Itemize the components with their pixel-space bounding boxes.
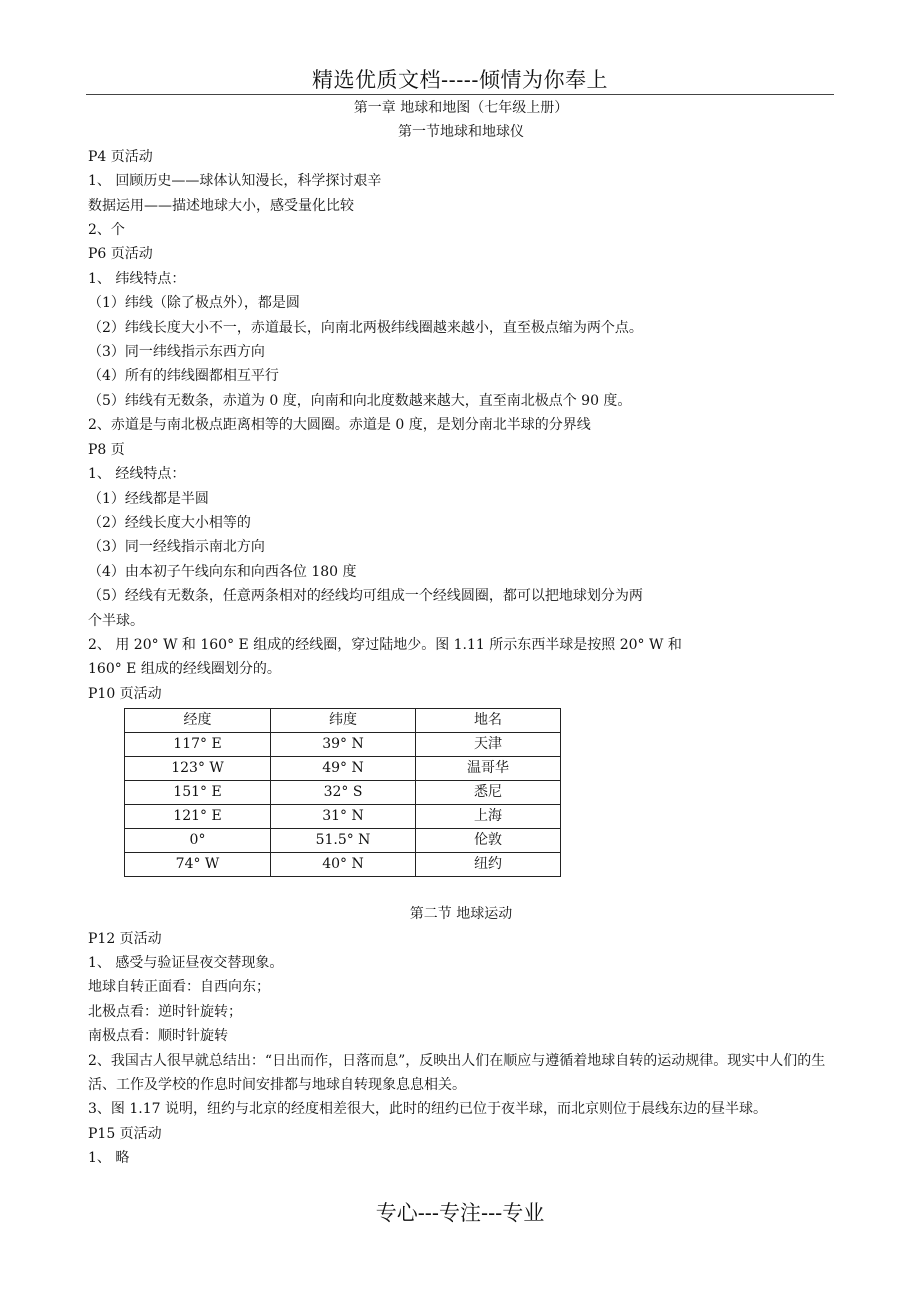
p15-item-1: 1、 略 [88, 1150, 130, 1167]
p6-item-2: 2、赤道是与南北极点距离相等的大圆圈。赤道是 0 度，是划分南北半球的分界线 [88, 417, 591, 434]
cell-place-name: 上海 [416, 805, 561, 829]
header-place-name: 地名 [416, 709, 561, 733]
p12-item-1: 1、 感受与验证昼夜交替现象。 [88, 954, 284, 971]
p12-rotation-south: 南极点看：顺时针旋转 [88, 1028, 228, 1045]
p12-title: P12 页活动 [88, 930, 162, 947]
p8-point-1: （1）经线都是半圆 [88, 490, 209, 507]
cell-latitude: 49° N [271, 757, 416, 781]
p8-item-1: 1、 经线特点： [88, 466, 186, 483]
page-header: 精选优质文档-----倾情为你奉上 [312, 68, 608, 92]
section1-title: 第一节地球和地球仪 [398, 124, 524, 141]
cell-place-name: 天津 [416, 733, 561, 757]
cell-place-name: 温哥华 [416, 757, 561, 781]
p8-point-5-line2: 个半球。 [88, 612, 144, 629]
table-row [125, 781, 561, 805]
p6-point-1: （1）纬线（除了极点外），都是圆 [88, 295, 300, 312]
table-header-row [125, 709, 561, 733]
page-footer: 专心---专注---专业 [375, 1201, 545, 1225]
p6-point-4: （4）所有的纬线圈都相互平行 [88, 368, 279, 385]
cell-latitude: 39° N [271, 733, 416, 757]
p6-title: P6 页活动 [88, 246, 153, 263]
coordinates-table [124, 708, 561, 877]
p8-item-2-line2: 160° E 组成的经线圈划分的。 [88, 661, 281, 678]
table-row [125, 757, 561, 781]
p15-title: P15 页活动 [88, 1125, 162, 1142]
table-row [125, 853, 561, 877]
p8-point-3: （3）同一经线指示南北方向 [88, 539, 265, 556]
table-row [125, 829, 561, 853]
p8-point-5-line1: （5）经线有无数条，任意两条相对的经线均可组成一个经线圆圈，都可以把地球划分为两 [88, 588, 643, 605]
cell-latitude: 31° N [271, 805, 416, 829]
cell-latitude: 40° N [271, 853, 416, 877]
p4-title: P4 页活动 [88, 148, 153, 165]
p12-rotation-front: 地球自转正面看：自西向东； [88, 979, 270, 996]
cell-longitude: 121° E [125, 805, 271, 829]
document-body [88, 96, 834, 1171]
header-latitude: 纬度 [271, 709, 416, 733]
section2-title: 第二节 地球运动 [409, 906, 513, 923]
cell-longitude: 0° [125, 829, 271, 853]
p4-data: 数据运用——描述地球大小，感受量化比较 [88, 197, 354, 214]
p8-title: P8 页 [88, 441, 125, 458]
p12-item-2: 2、我国古人很早就总结出：“日出而作，日落而息”，反映出人们在顺应与遵循着地球自转的运动规律。现实中人们的生活、工作及学校的作息时间安排都与地球自转现象息息相关。 [88, 1052, 826, 1093]
p8-point-2: （2）经线长度大小相等的 [88, 514, 251, 531]
table-row [125, 805, 561, 829]
cell-place-name: 悉尼 [416, 781, 561, 805]
p8-point-4: （4）由本初子午线向东和向西各位 180 度 [88, 563, 357, 580]
chapter-title: 第一章 地球和地图（七年级上册） [353, 100, 569, 116]
cell-longitude: 117° E [125, 733, 271, 757]
p12-rotation-north: 北极点看：逆时针旋转； [88, 1003, 242, 1020]
p6-point-5: （5）纬线有无数条，赤道为 0 度，向南和向北度数越来越大，直至南北极点个 90 度。 [88, 392, 632, 409]
p6-item-1: 1、 纬线特点： [88, 270, 186, 287]
cell-latitude: 32° S [271, 781, 416, 805]
p6-point-2: （2）纬线长度大小不一，赤道最长，向南北两极纬线圈越来越小，直至极点缩为两个点。 [88, 319, 643, 336]
cell-place-name: 伦敦 [416, 829, 561, 853]
cell-longitude: 123° W [125, 757, 271, 781]
p10-title: P10 页活动 [88, 685, 162, 702]
p4-item-2: 2、个 [88, 222, 125, 239]
p12-item-3: 3、图 1.17 说明，纽约与北京的经度相差很大，此时的纽约已位于夜半球，而北京则位于晨线东边的昼半球。 [88, 1101, 767, 1118]
p6-point-3: （3）同一纬线指示东西方向 [88, 344, 265, 361]
cell-longitude: 74° W [125, 853, 271, 877]
cell-longitude: 151° E [125, 781, 271, 805]
header-divider [86, 94, 834, 95]
p8-item-2-line1: 2、 用 20° W 和 160° E 组成的经线圈，穿过陆地少。图 1.11 所示东西半球是按照 20° W 和 [88, 636, 682, 653]
header-longitude: 经度 [125, 709, 271, 733]
cell-latitude: 51.5° N [271, 829, 416, 853]
p4-item-1: 1、 回顾历史——球体认知漫长，科学探讨艰辛 [88, 173, 382, 190]
cell-place-name: 纽约 [416, 853, 561, 877]
table-row [125, 733, 561, 757]
